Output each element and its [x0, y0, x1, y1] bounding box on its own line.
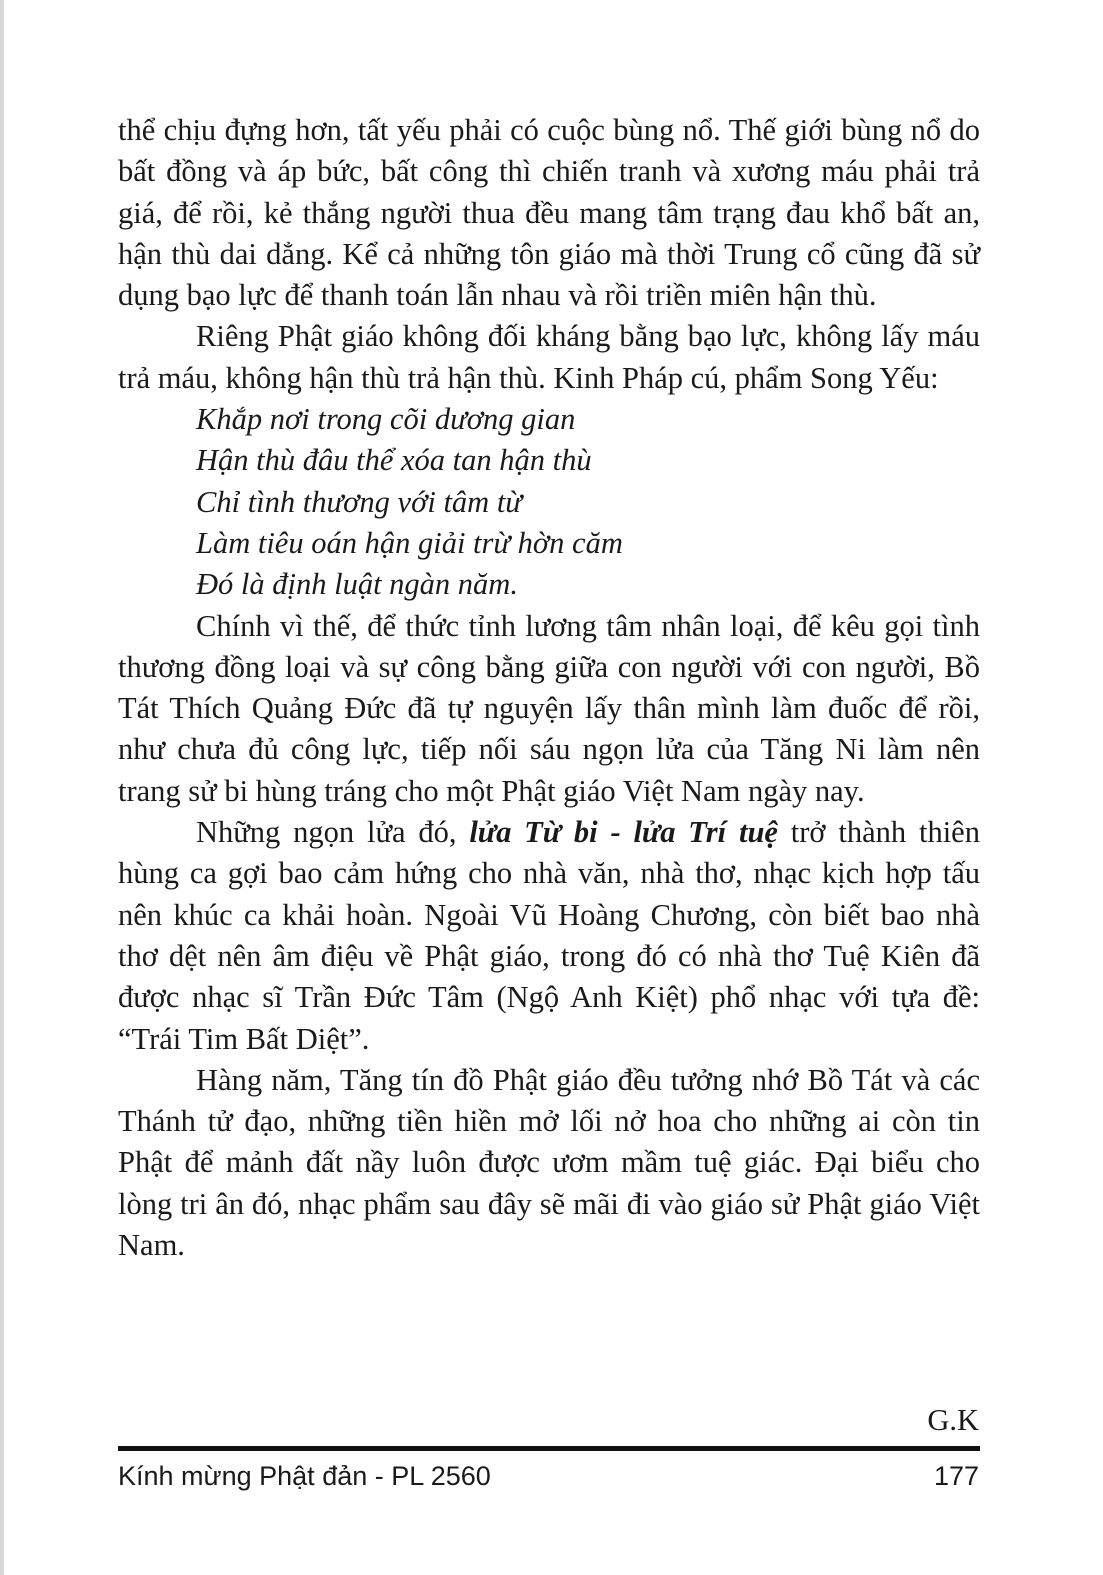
- paragraph-4: [118, 812, 980, 1060]
- poem-line: Chỉ tình thương với tâm từ: [196, 484, 522, 519]
- author-signature: G.K: [927, 1403, 979, 1437]
- poem-line: Làm tiêu oán hận giải trừ hờn căm: [196, 525, 623, 560]
- poem-line: Đó là định luật ngàn năm.: [196, 567, 518, 602]
- footer-publication-title: Kính mừng Phật đản - PL 2560: [118, 1461, 491, 1491]
- paragraph-2: Riêng Phật giáo không đối kháng bằng bạo lực, không lấy máu trả máu, không hận thù trả hận thù. Kinh Pháp cú, phẩm Song Yếu:: [118, 319, 980, 395]
- paragraph-3: Chính vì thế, để thức tỉnh lương tâm nhân loại, để kêu gọi tình thương đồng loại và sự công bằng giữa con người với con người, Bồ Tát Thích Quảng Đức đã tự nguyện lấy thân mình làm đuốc để rồi, như chưa đủ công lực, tiếp nối sáu ngọn lửa của Tăng Ni làm nên trang sử bi hùng tráng cho một Phật giáo Việt Nam ngày nay.: [118, 608, 980, 808]
- paragraph-5: Hàng năm, Tăng tín đồ Phật giáo đều tưởng nhớ Bồ Tát và các Thánh tử đạo, những tiền hiền mở lối nở hoa cho những ai còn tin Phật để mảnh đất nầy luôn được ươm mầm tuệ giác. Đại biểu cho lòng tri ân đó, nhạc phẩm sau đây sẽ mãi đi vào giáo sử Phật giáo Việt Nam.: [118, 1062, 980, 1263]
- article-body: [118, 110, 980, 1266]
- page-number: 177: [933, 1461, 979, 1491]
- paragraph-4-start: Những ngọn lửa đó,: [196, 815, 470, 850]
- paragraph-4-end: trở thành thiên hùng ca gợi bao cảm hứng cho nhà văn, nhà thơ, nhạc kịch hợp tấu nên khúc ca khải hoàn. Ngoài Vũ Hoàng Chương, còn biết bao nhà thơ dệt nên âm điệu về Phật giáo, trong đó có nhà thơ Tuệ Kiên đã được nhạc sĩ Trần Đức Tâm (Ngộ Anh Kiệt) phổ nhạc với tựa đề: “Trái Tim Bất Diệt”.: [118, 815, 980, 1056]
- paragraph-1: thể chịu đựng hơn, tất yếu phải có cuộc bùng nổ. Thế giới bùng nổ do bất đồng và áp bức, bất công thì chiến tranh và xương máu phải trả giá, để rồi, kẻ thắng người thua đều mang tâm trạng đau khổ bất an, hận thù dai dẳng. Kể cả những tôn giáo mà thời Trung cổ cũng đã sử dụng bạo lực để thanh toán lẫn nhau và rồi triền miên hận thù.: [118, 113, 980, 313]
- page-edge: [0, 0, 4, 1575]
- emphasized-phrase: lửa Từ bi - lửa Trí tuệ: [469, 815, 778, 850]
- poem-line: Khắp nơi trong cõi dương gian: [196, 402, 576, 437]
- footer-divider: [118, 1446, 980, 1451]
- poem-line: Hận thù đâu thể xóa tan hận thù: [196, 443, 592, 478]
- poem-verse: [118, 399, 980, 605]
